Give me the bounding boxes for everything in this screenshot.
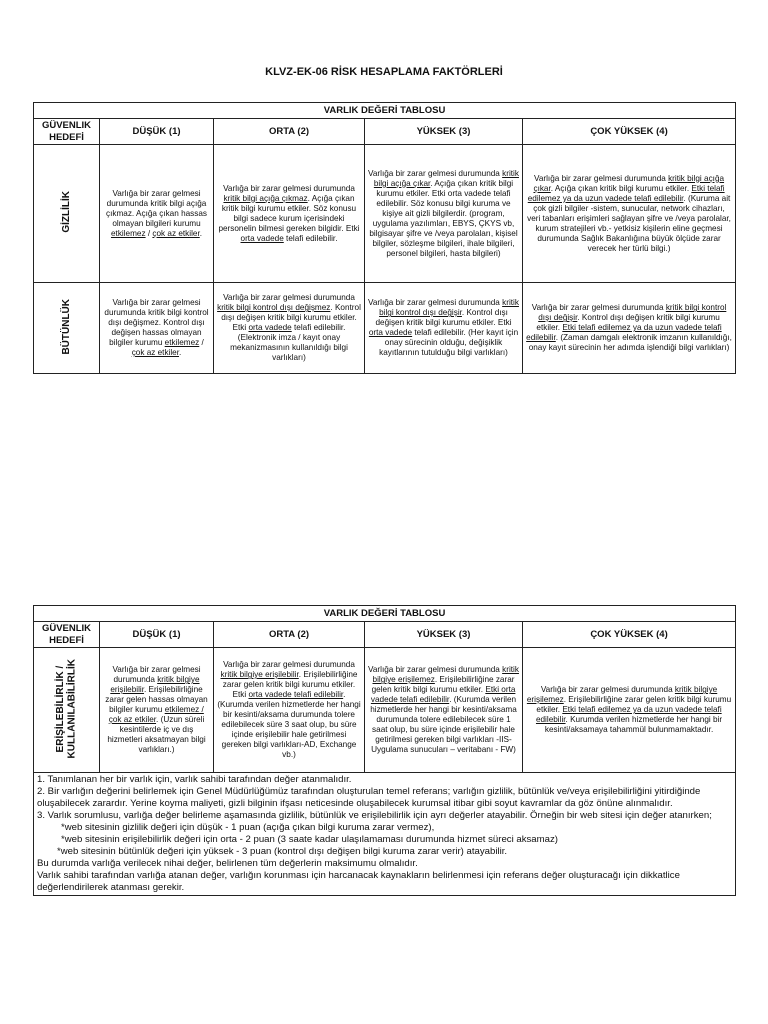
- row-label-availability: [34, 648, 100, 773]
- row-label-confidentiality: GİZLİLİK: [34, 145, 100, 283]
- cell-text: . Erişilebilirliğine zarar gelen kritik bilgi kurumu etkiler.: [536, 695, 732, 715]
- row-label-availability-text: ERİŞİLEBİLİRLİK / KULLANILABİLİRLİK: [55, 658, 78, 759]
- underlined-text: orta vadede: [240, 233, 284, 243]
- cell-text: telafi edilebilir. (Elektronik imza / kayıt onay mekanizmasının kullanıldığı bilgi varlıkları): [230, 323, 348, 363]
- header-low: DÜŞÜK (1): [100, 119, 214, 145]
- underlined-text: etkilemez: [110, 228, 146, 238]
- cell-text: Varlığa bir zarar gelmesi durumunda: [531, 303, 666, 313]
- underlined-text: Etki orta vadede telafi edilebilir: [370, 685, 516, 705]
- table-title: VARLIK DEĞERİ TABLOSU: [34, 606, 736, 622]
- note-line: 1. Tanımlanan her bir varlık için, varlık sahibi tarafından değer atanmalıdır.: [37, 774, 352, 786]
- cell-text: . Erişilebilirliğine zarar gelen kritik bilgi kurumu etkiler.: [371, 675, 515, 695]
- header-medium: ORTA (2): [214, 622, 365, 648]
- cell-text: . Kontrol dışı değişen kritik bilgi kurumu etkiler. Etki: [221, 303, 361, 333]
- cell-text: Varlığa bir zarar gelmesi durumunda: [533, 173, 669, 183]
- row-label-integrity: BÜTÜNLÜK: [34, 283, 100, 374]
- cell-text: . (Kurumda verilen hizmetlerde her hangi bir kesinti/aksama durumunda tolere edilebilecek süre 1 saat olup, bu süre içinde erişilebilir hale getirilmesi gereken bilgi varlıkları -IIS-Uygulama sunucuları – veritabanı - FW): [370, 695, 517, 755]
- table-title: VARLIK DEĞERİ TABLOSU: [34, 103, 736, 119]
- cell-text: /: [199, 338, 204, 348]
- cell-text: Varlığa bir zarar gelmesi durumunda: [540, 685, 675, 695]
- table-row: [34, 283, 736, 374]
- cell-text: Varlığa bir zarar gelmesi durumunda kritik bilgi açığa çıkmaz. Açığa çıkan hassas olmayan bilgileri kurumu: [105, 188, 208, 228]
- header-very-high: ÇOK YÜKSEK (4): [523, 622, 736, 648]
- cell-text: telafi edilebilir.: [283, 233, 338, 243]
- cell-text: . Açığa çıkan kritik bilgi kurumu etkiler.: [550, 183, 692, 193]
- cell-text: Varlığa bir zarar gelmesi durumunda: [368, 665, 503, 675]
- cell-text: Varlığa bir zarar gelmesi durumunda: [112, 665, 201, 685]
- underlined-text: kritik bilgiye erişilemez: [526, 685, 718, 705]
- cell-text: Varlığa bir zarar gelmesi durumunda kritik bilgi kontrol dışı değişmez. Kontrol dışı değişen hassas olmayan bilgiler kurumu: [104, 298, 209, 348]
- underlined-text: kritik bilgi açığa çıkar: [533, 173, 725, 193]
- header-low: DÜŞÜK (1): [100, 622, 214, 648]
- cell-text: . Erişilebilirliğine zarar gelen kritik bilgi kurumu etkiler. Etki: [222, 670, 358, 700]
- cell-text: . (Zaman damgalı elektronik imzanın kullanıldığı, onay kayıt sürecinin her adımda işlendiği bilgi varlıkları): [528, 333, 732, 353]
- header-high: YÜKSEK (3): [365, 119, 523, 145]
- cell-availability-high: [365, 648, 523, 773]
- cell-text: Varlığa bir zarar gelmesi durumunda: [368, 168, 503, 178]
- cell-integrity-very-high: [523, 283, 736, 374]
- note-line: *web sitesinin gizlilik değeri için düşük - 1 puan (açığa çıkan bilgi kuruma zarar vermez),: [61, 822, 435, 834]
- asset-value-table-2: [33, 605, 736, 896]
- cell-text: Varlığa bir zarar gelmesi durumunda: [223, 183, 355, 193]
- underlined-text: kritik bilgi kontrol dışı değişmez: [217, 303, 331, 313]
- cell-text: .: [179, 348, 182, 358]
- note-line: 3. Varlık sorumlusu, varlığa değer belirleme aşamasında gizlilik, bütünlük ve erişilebilirlik için ayrı değerler atayabilir. Örneğin bir web sitesi için değer atanırken;: [37, 810, 712, 822]
- underlined-text: kritik bilgi kontrol dışı değişir: [538, 303, 727, 323]
- cell-text: . Kontrol dışı değişen kritik bilgi kurumu etkiler.: [536, 313, 720, 333]
- underlined-text: çok az etkiler: [131, 348, 180, 358]
- underlined-text: kritik bilgiye erişilebilir: [110, 675, 200, 695]
- cell-text: . Kurumda verilen hizmetlerde her hangi bir kesinti/aksamaya tahammül bulunmamaktadır.: [544, 715, 723, 735]
- underlined-text: kritik bilgi açığa çıkmaz: [223, 193, 308, 203]
- note-line: *web sitesinin erişilebilirlik değeri için orta - 2 puan (3 saate kadar ulaşılamaması durumunda hizmet süreci aksamaz): [61, 834, 558, 846]
- cell-text: Varlığa bir zarar gelmesi durumunda: [368, 298, 503, 308]
- header-high: YÜKSEK (3): [365, 622, 523, 648]
- cell-text: .: [199, 228, 203, 238]
- cell-text: telafi edilebilir. (Her kayıt için onay sürecinin olduğu, değişiklik kayıtlarının tutulduğu bilgi varlıkları): [379, 328, 519, 358]
- underlined-text: orta vadede: [368, 328, 413, 338]
- header-security-goal: GÜVENLIK HEDEFİ: [34, 622, 100, 648]
- cell-confidentiality-medium: [214, 145, 365, 283]
- cell-confidentiality-high: [365, 145, 523, 283]
- cell-confidentiality-low: [100, 145, 214, 283]
- underlined-text: kritik bilgiye erişilemez: [372, 665, 519, 685]
- document-title: KLVZ-EK-06 RİSK HESAPLAMA FAKTÖRLERİ: [265, 66, 503, 78]
- underlined-text: Etki telafi edilemez ya da uzun vadede telafi edilebilir: [527, 183, 725, 203]
- cell-text: /: [145, 228, 153, 238]
- cell-availability-medium: [214, 648, 365, 773]
- note-line: *web sitesinin bütünlük değeri için yüksek - 3 puan (kontrol dışı değişen bilgi kuruma zarar verir) atayabilir.: [57, 846, 508, 858]
- underlined-text: kritik bilgi açığa çıkar: [373, 168, 519, 188]
- cell-text: . Kontrol dışı değişen kritik bilgi kurumu etkiler. Etki: [375, 308, 512, 328]
- underlined-text: etkilemez: [164, 338, 200, 348]
- cell-text: Varlığa bir zarar gelmesi durumunda: [223, 660, 355, 670]
- cell-integrity-medium: [214, 283, 365, 374]
- underlined-text: orta vadede telafi edilebilir: [248, 690, 344, 700]
- underlined-text: çok az etkiler: [152, 228, 200, 238]
- cell-text: Varlığa bir zarar gelmesi durumunda: [223, 293, 355, 303]
- table-row: [34, 648, 736, 773]
- underlined-text: etkilemez / çok az etkiler: [108, 705, 204, 725]
- cell-availability-very-high: [523, 648, 736, 773]
- cell-text: . (Kurumda verilen hizmetlerde her hangi bir kesinti/aksama durumunda tolere edilebilecek süre 3 saat olup, bu süre içinde erişilebilir hale getirilmesi gereken bilgi varlıkları-AD, Exchange vb.): [217, 690, 361, 760]
- underlined-text: Etki telafi edilemez ya da uzun vadede telafi edilebilir: [535, 705, 722, 725]
- cell-text: . Açığa çıkan kritik bilgi kurumu etkiler. Etki orta vadede telafi edilebilir. Söz konusu bilgi kuruma ve kişiye ait gizli bilgilerdir. (program, uygulama yazılımları, EBYS, ÇKYS vb, bilgisayar şifre ve /veya parolaları, kişisel bilgiler, sözleşme bilgileri, ihale bilgileri, personel bilgileri, hasta bilgileri): [369, 178, 518, 258]
- underlined-text: kritik bilgiye erişilebilir: [220, 670, 299, 680]
- table-notes: [34, 773, 736, 896]
- cell-availability-low: [100, 648, 214, 773]
- note-line: Bu durumda varlığa verilecek nihai değer, belirlenen tüm değerlerin maksimumu olmalıdır.: [37, 858, 418, 870]
- note-line: 2. Bir varlığın değerini belirlemek için Genel Müdürlüğümüz tarafından oluşturulan temel referans; varlığın gizlilik, bütünlük ve/veya erişilebilirliğini yitirdiğinde oluşabilecek zarardır. Yerine koyma maliyeti, gizli bilginin ifşası neticesinde oluşabilecek kurumsal itibar gibi soyut kavramlar da göz önüne alınmalıdır.: [37, 786, 701, 810]
- cell-text: . (Kuruma ait çok gizli bilgiler -sistem, sunucular, network cihazları, veri tabanları erişimleri sağlayan şifre ve /veya parolalar, kurum stratejileri vb.- yetkisiz kişilerin eline geçmesi durumunda Sağlık Bakanlığına büyük ölçüde zarar verecek her türlü bilgi.): [527, 193, 731, 253]
- cell-confidentiality-very-high: [523, 145, 736, 283]
- note-line: Varlık sahibi tarafından varlığa atanan değer, varlığın korunması için harcanacak kaynakların belirlenmesi için referans değer oluşturacağı için dikkatlice değerlendirilerek atanması gerekir.: [37, 870, 680, 894]
- asset-value-table-1: [33, 102, 736, 374]
- cell-text: . (Uzun süreli kesintilerde iç ve dış hizmetleri aksatmayan bilgi varlıkları.): [107, 715, 206, 755]
- underlined-text: orta vadede: [248, 323, 292, 333]
- header-medium: ORTA (2): [214, 119, 365, 145]
- cell-text: . Erişilebilirliğine zarar gelen hassas olmayan bilgiler kurumu: [105, 685, 208, 715]
- underlined-text: kritik bilgi kontrol dışı değişir: [379, 298, 519, 318]
- header-very-high: ÇOK YÜKSEK (4): [523, 119, 736, 145]
- underlined-text: Etki telafi edilemez ya da uzun vadede telafi edilebilir: [526, 323, 722, 343]
- cell-text: . Açığa çıkan kritik bilgi kurumu etkiler. Söz konusu bilgi sadece kurum içerisindeki personelin bilmesi gereken bilgidir. Etki: [218, 193, 360, 233]
- cell-integrity-low: [100, 283, 214, 374]
- table-row: [34, 145, 736, 283]
- cell-integrity-high: [365, 283, 523, 374]
- header-security-goal: GÜVENLIK HEDEFİ: [34, 119, 100, 145]
